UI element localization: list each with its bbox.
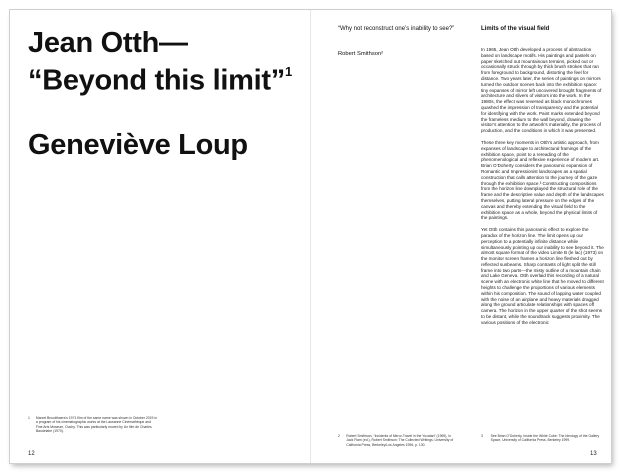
body-paragraph: In 1965, Jean Otth developed a process of abstraction based on landscape motifs. His paintings and pastels on paper sketched out mountainous terrains, picked out or occasionally struck through by thick brush strokes that ran from foreground to background, distorting the feel for distance. Two years later, the series of paintings on mirrors turned the outdoor scenes back into the exhibition space: tiny expanses of mirror left uncovered brought fragments of architecture and slivers of visitors into the work. In the 1980s, the effect was reversed as black monochromes quashed the impression of transparency and the potential for identifying with the work. Paint marks extended beyond the frameless medium to the wall beyond, drawing the visitor’s attention to the artwork’s materiality, the process of production, and the conditions in which it was presented. — [481, 47, 602, 134]
page-number-left: 12 — [28, 451, 35, 457]
body-paragraph: Yet Otth contains this panoramic effect to explore the paradox of the horizon line. The limit opens up our perception to a potentially infinite distance while simultaneously pointing up our inability to see beyond it. The almost square format of the video Limite B (le lac) (1973) on the monitor screen frames a horizon line fleshed out by reflected sunbeams. Sharp contrasts of light split the still frame into two parts—the misty outline of a mountain chain and Lake Geneva. Otth overlaid this recording of a natural scene with an electronic white line that he moved to different heights to challenge the proportions of various elements within his composition. The sound of lapping water coupled with the noise of an airplane and heavy materials dragged along the ground articulate relationships with spaces off camera. The horizon in the upper quarter of the shot seems to be distant, while the soundtrack suggests proximity. The various positions of the electronic — [481, 227, 604, 325]
footnote-text: See Brian O’Doherty, Inside the White Cube: The Ideology of the Gallery Space, University of California Press, Berkeley 1999. — [490, 434, 600, 443]
gutter-divider — [310, 10, 311, 463]
footnote-number: 3 — [481, 434, 483, 438]
footnote-text: Robert Smithson, “Incidents of Mirror-Travel in the Yucatan” (1969), in Jack Flam (ed.), Robert Smithson: The Collected Writings, University of California Press, Berkeley/Los Angeles 1996, p. 130. — [346, 434, 454, 447]
epigraph-quote: “Why not reconstruct one’s inability to see?” — [338, 26, 455, 32]
footnote-text: Marcel Broodthaers's 1971 film of the same name was shown in October 2019 in a program of his cinematographic works at the Lausanne Cinémathèque and Fine Arts Museum, Ouchy. This was particularly moved by Un film de Charles Baudelaire (1970). — [35, 416, 157, 434]
author-name: Geneviève Loup — [28, 129, 248, 161]
footnote-number: 2 — [338, 434, 340, 438]
footnote-3 — [481, 434, 604, 443]
title-line-1: Jean Otth— — [28, 27, 188, 59]
footnote-number: 1 — [28, 416, 30, 420]
section-title: Limits of the visual field — [481, 26, 550, 32]
footnote-1 — [28, 416, 158, 434]
title-line-2: “Beyond this limit” — [28, 64, 285, 97]
book-spread — [10, 10, 611, 463]
footnote-2 — [338, 434, 458, 447]
title-footnote-marker: 1 — [284, 64, 292, 79]
page-number-right: 13 — [590, 451, 597, 457]
article-title — [28, 28, 308, 97]
epigraph-author: Robert Smithson² — [338, 51, 384, 57]
body-text-column — [481, 47, 604, 332]
body-paragraph: These three key moments in Otth’s artistic approach, from expanses of landscape to architectural framings of the exhibition space, point to a rereading of the phenomenological and reflexive experience of modern art. Brian O’Doherty considers the panoramic expansion of Romantic and Impressionist landscapes as a spatial construction that calls attention to the journey of the gaze through the exhibition space.³ Constructing compositions from the horizon line downplayed the structural role of the frame and the descriptive value and depth of the landscapes themselves, putting lateral pressure on the edges of the canvas and thereby extending the visual field to the exhibition space as a whole, beyond the physical limits of the paintings. — [481, 139, 604, 221]
